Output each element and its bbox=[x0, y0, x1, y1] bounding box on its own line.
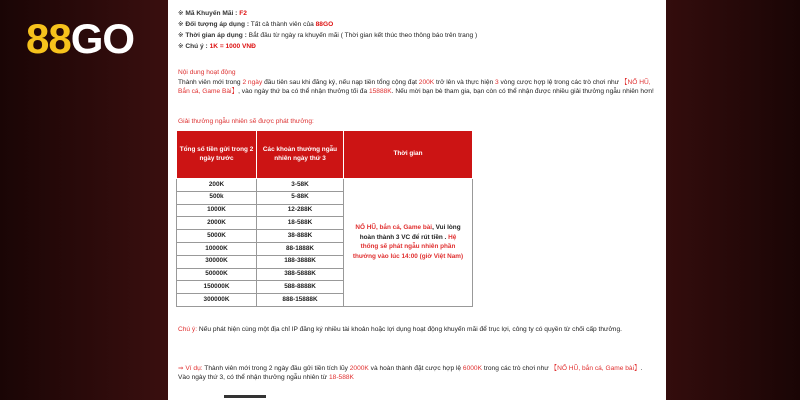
header-deposit: Tổng số tiền gửi trong 2 ngày trước bbox=[177, 131, 257, 179]
reward-table bbox=[176, 130, 473, 307]
warning-paragraph: Chú ý: Nếu phát hiện cùng một địa chỉ IP đăng ký nhiều tài khoản hoặc lợi dụng hoạt động khuyến mãi để trục lợi, công ty có quyền từ chối cấp thưởng. bbox=[178, 326, 622, 333]
header-time: Thời gian bbox=[344, 131, 473, 179]
table-row: 300000K 888-15888K bbox=[177, 294, 473, 307]
meta-note: ※ Chú ý : 1K = 1000 VNĐ bbox=[178, 42, 256, 50]
meta-time: ※ Thời gian áp dụng : Bắt đầu từ ngày ra khuyến mãi ( Thời gian kết thúc theo thông báo trên trang ) bbox=[178, 31, 478, 39]
content-paragraph: Thành viên mới trong 2 ngày đầu tiên sau khi đăng ký, nếu nạp tiền tổng cộng đạt 200K trở lên và thực hiện 3 vòng cược hợp lệ trong các trò chơi như 【NỔ HŨ, Bắn cá, Game Bài】, vào ngày thứ ba có thể nhận thưởng tối đa 15888K. Nếu mời bạn bè tham gia, bạn còn có thể nhận được nhiều giải thưởng ngẫu nhiên hơn! bbox=[178, 79, 654, 95]
promotion-meta bbox=[178, 10, 477, 54]
table-row: 500k 5-88K bbox=[177, 191, 473, 204]
promotion-document bbox=[168, 0, 666, 400]
divider bbox=[224, 395, 266, 398]
time-note: NỔ HŨ, bắn cá, Game bài, Vui lòng hoàn thành 3 VC để rút tiền . Hệ thống sẽ phát ngẫu nhiên phần thưởng vào lúc 14:00 (giờ Việt Nam) bbox=[344, 179, 473, 307]
meta-code: ※ Mã Khuyến Mãi : F2 bbox=[178, 10, 247, 17]
header-reward: Các khoản thưởng ngẫu nhiên ngày thứ 3 bbox=[257, 131, 344, 179]
table-title: Giải thưởng ngẫu nhiên sẽ được phát thưởng: bbox=[178, 118, 314, 125]
table-row: 5000K 38-888K bbox=[177, 230, 473, 243]
content-title: Nội dung hoạt động bbox=[178, 69, 236, 76]
example-paragraph: ⇒ Ví dụ: Thành viên mới trong 2 ngày đầu gửi tiền tích lũy 2000K và hoàn thành đặt cược hợp lệ 6000K trong các trò chơi như 【NỔ HŨ, bắn cá, Game bài】. Vào ngày thứ 3, có thể nhận thưởng ngẫu nhiên từ 18-588K bbox=[178, 365, 643, 381]
logo-text: GO bbox=[70, 15, 135, 62]
logo-number: 88 bbox=[26, 15, 71, 62]
table-row: 1000K 12-288K bbox=[177, 204, 473, 217]
brand-logo[interactable] bbox=[26, 15, 135, 62]
table-row: 30000K 188-3888K bbox=[177, 255, 473, 268]
table-row: 50000K 388-5888K bbox=[177, 268, 473, 281]
table-row: 150000K 588-8888K bbox=[177, 281, 473, 294]
table-row: 2000K 18-588K bbox=[177, 217, 473, 230]
table-row: 200K 3-58K NỔ HŨ, bắn cá, Game bài, Vui lòng hoàn thành 3 VC để rút tiền . Hệ thống sẽ phát ngẫu nhiên phần thưởng vào lúc 14:00 (giờ Việt Nam) bbox=[177, 179, 473, 192]
table-row: 10000K 88-1888K bbox=[177, 242, 473, 255]
meta-target: ※ Đối tượng áp dụng : Tất cả thành viên của 88GO bbox=[178, 20, 334, 28]
